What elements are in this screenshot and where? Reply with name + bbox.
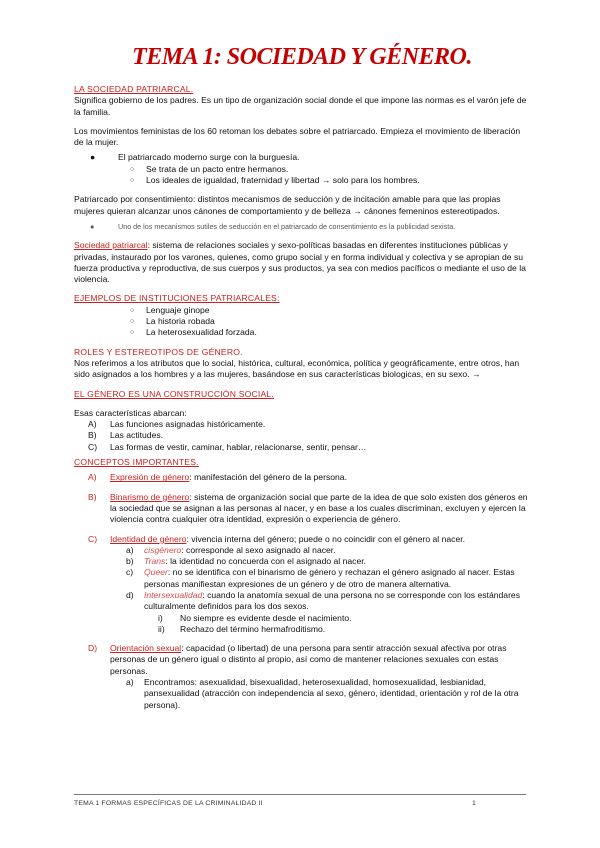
bullet-text: El patriarcado moderno surge con la burguesía. [118, 152, 300, 163]
circle-bullet-icon: ○ [130, 318, 135, 326]
definition-text: : capacidad (o libertad) de una persona para sentir atracción sexual afectiva por otras personas de un género igual o distinto al propio, así como de mantener relaciones sexuales con estas personas. [110, 643, 507, 676]
bullet-item [74, 152, 530, 163]
bullet-text: Uno de los mecanismos sutiles de seducción en el patriarcado de consentimiento es la publicidad sexista. [118, 221, 456, 231]
sub-bullet-item [74, 164, 530, 175]
heading-roles: ROLES Y ESTEREOTIPOS DE GÉNERO. [74, 346, 243, 357]
list-marker: C) [88, 441, 98, 452]
sub-concept-item [74, 567, 530, 590]
sub-concept-item [74, 545, 530, 556]
list-marker: A) [88, 419, 97, 430]
sub-bullet-item [74, 316, 530, 327]
sub-concept-item [74, 556, 530, 567]
bullet-text: La historia robada [146, 316, 215, 327]
list-marker: C) [88, 533, 98, 544]
definition-text: : manifestación del género de la persona. [189, 472, 347, 483]
bullet-text: Se trata de un pacto entre hermanos. [146, 163, 289, 174]
bullet-item [74, 221, 530, 232]
list-marker: D) [88, 643, 98, 654]
term: Trans [144, 556, 166, 567]
list-marker: d) [126, 589, 134, 600]
list-text: Las funciones asignadas históricamente. [110, 419, 266, 430]
list-marker: ii) [158, 623, 165, 634]
heading-instituciones: EJEMPLOS DE INSTITUCIONES PATRIARCALES: [74, 293, 280, 304]
definition-text: : cuando la anatomía sexual de una persona no se corresponde con los estándares culturalmente definidos para los dos sexos. [144, 589, 521, 612]
paragraph: Patriarcado por consentimiento: distintos mecanismos de seducción y de incitación amable para que las propias mujeres quieran alcanzar unos cánones de comportamiento y de belleza → cánones femeninos estereotipados. [74, 194, 501, 216]
concept-item [74, 472, 530, 483]
bullet-text: Lenguaje ginope [146, 304, 210, 315]
term: cisgénero [144, 544, 182, 555]
heading-construccion-social: EL GÉNERO ES UNA CONSTRUCCIÓN SOCIAL. [74, 388, 274, 399]
footer-text: TEMA 1 FORMAS ESPECÍFICAS DE LA CRIMINALIDAD II [74, 800, 263, 807]
circle-bullet-icon: ○ [130, 177, 135, 185]
paragraph: Esas características abarcan: [74, 407, 187, 418]
list-marker: B) [88, 491, 97, 502]
roman-item [74, 624, 530, 635]
list-item [74, 419, 530, 430]
bullet-text: Los ideales de igualdad, fraternidad y libertad → solo para los hombres. [146, 175, 420, 186]
list-marker: A) [88, 472, 97, 483]
definition-text: : no se identifica con el binarismo de género y rechazan el género asignado al nacer. Estas personas manifiestan expresiones de un género y de otro de manera alternativa. [144, 567, 515, 589]
definition-text: : vivencia interna del género; puede o no coincidir con el género al nacer. [186, 533, 465, 544]
roman-item [74, 613, 530, 624]
heading-conceptos: CONCEPTOS IMPORTANTES. [74, 457, 199, 468]
bullet-dot-icon: ● [90, 152, 96, 163]
page-title: TEMA 1: SOCIEDAD Y GÉNERO. [132, 44, 472, 70]
term: Sociedad patriarcal [74, 240, 148, 251]
term: Identidad de género [110, 533, 187, 544]
page-footer [74, 794, 526, 807]
concept-item [74, 534, 530, 545]
bullet-text: La heterosexualidad forzada. [146, 327, 257, 338]
list-text: Encontramos: asexualidad, bisexualidad, heterosexualidad, homosexualidad, lesbianidad, pansexualidad (atracción con independencia al sexo, género, identidad, orientación y rol de la otra persona). [144, 677, 519, 710]
sub-bullet-item [74, 327, 530, 338]
list-text: Las formas de vestir, caminar, hablar, relacionarse, sentir, pensar… [110, 441, 367, 452]
term: Expresión de género [110, 472, 190, 483]
sub-bullet-item [74, 175, 530, 186]
list-marker: b) [126, 556, 134, 567]
term: Intersexualidad [144, 589, 203, 600]
paragraph: Nos referimos a los atributos que lo social, histórica, cultural, económica, política y geográficamente, entre otros, han sido asignados a los hombres y a las mujeres, basándose en sus características biologicas, en su sexo. → [74, 357, 520, 380]
list-item [74, 442, 530, 453]
list-item [74, 430, 530, 441]
list-marker: a) [126, 544, 134, 555]
sub-concept-item [74, 590, 530, 613]
list-text: Las actitudes. [110, 430, 164, 441]
page-number: 1 [472, 800, 476, 807]
paragraph: Los movimientos feministas de los 60 retoman los debates sobre el patriarcado. Empieza el movimiento de liberación de la mujer. [74, 125, 521, 148]
term: Orientación sexual [110, 643, 182, 654]
bullet-dot-icon: ● [90, 221, 95, 231]
concept-item [74, 643, 530, 677]
concept-item [74, 492, 530, 526]
paragraph [74, 240, 530, 285]
definition-text: : sistema de relaciones sociales y sexo-políticas basadas en diferentes instituciones públicas y privadas, instaurado por los varones, quienes, como grupo social y en forma individual y colectiva y se apropian de su fuerza productiva y reproductiva, de sus cuerpos y sus productos, ya sea con medios pacíficos o mediante el uso de la violencia. [74, 240, 526, 285]
list-text: Rechazo del término hermafroditismo. [180, 623, 326, 634]
heading-sociedad-patriarcal: LA SOCIEDAD PATRIARCAL. [74, 84, 194, 94]
definition-text: : corresponde al sexo asignado al nacer. [181, 544, 336, 555]
circle-bullet-icon: ○ [130, 306, 135, 314]
definition-text: : la identidad no concuerda con el asignado al nacer. [165, 556, 367, 567]
circle-bullet-icon: ○ [130, 329, 135, 337]
list-marker: i) [158, 612, 163, 623]
list-text: No siempre es evidente desde el nacimiento. [180, 612, 352, 623]
paragraph: Significa gobierno de los padres. Es un tipo de organización social donde el que impone las normas es el varón jefe de la familia. [74, 95, 527, 117]
list-marker: c) [126, 567, 134, 578]
sub-concept-item [74, 677, 530, 711]
list-marker: B) [88, 430, 97, 441]
term: Queer [144, 567, 168, 578]
term: Binarismo de género [110, 491, 190, 502]
document-content [74, 40, 530, 711]
circle-bullet-icon: ○ [130, 165, 135, 173]
definition-text: : sistema de organización social que parte de la idea de que solo existen dos géneros en la sociedad que se asignan a las personas al nacer, y en base a los cuales discriminan, excluyen y ejercen la violencia contra cualquier otra identidad, expresión o experiencia de género. [110, 491, 528, 525]
list-marker: a) [126, 677, 134, 688]
sub-bullet-item [74, 305, 530, 316]
